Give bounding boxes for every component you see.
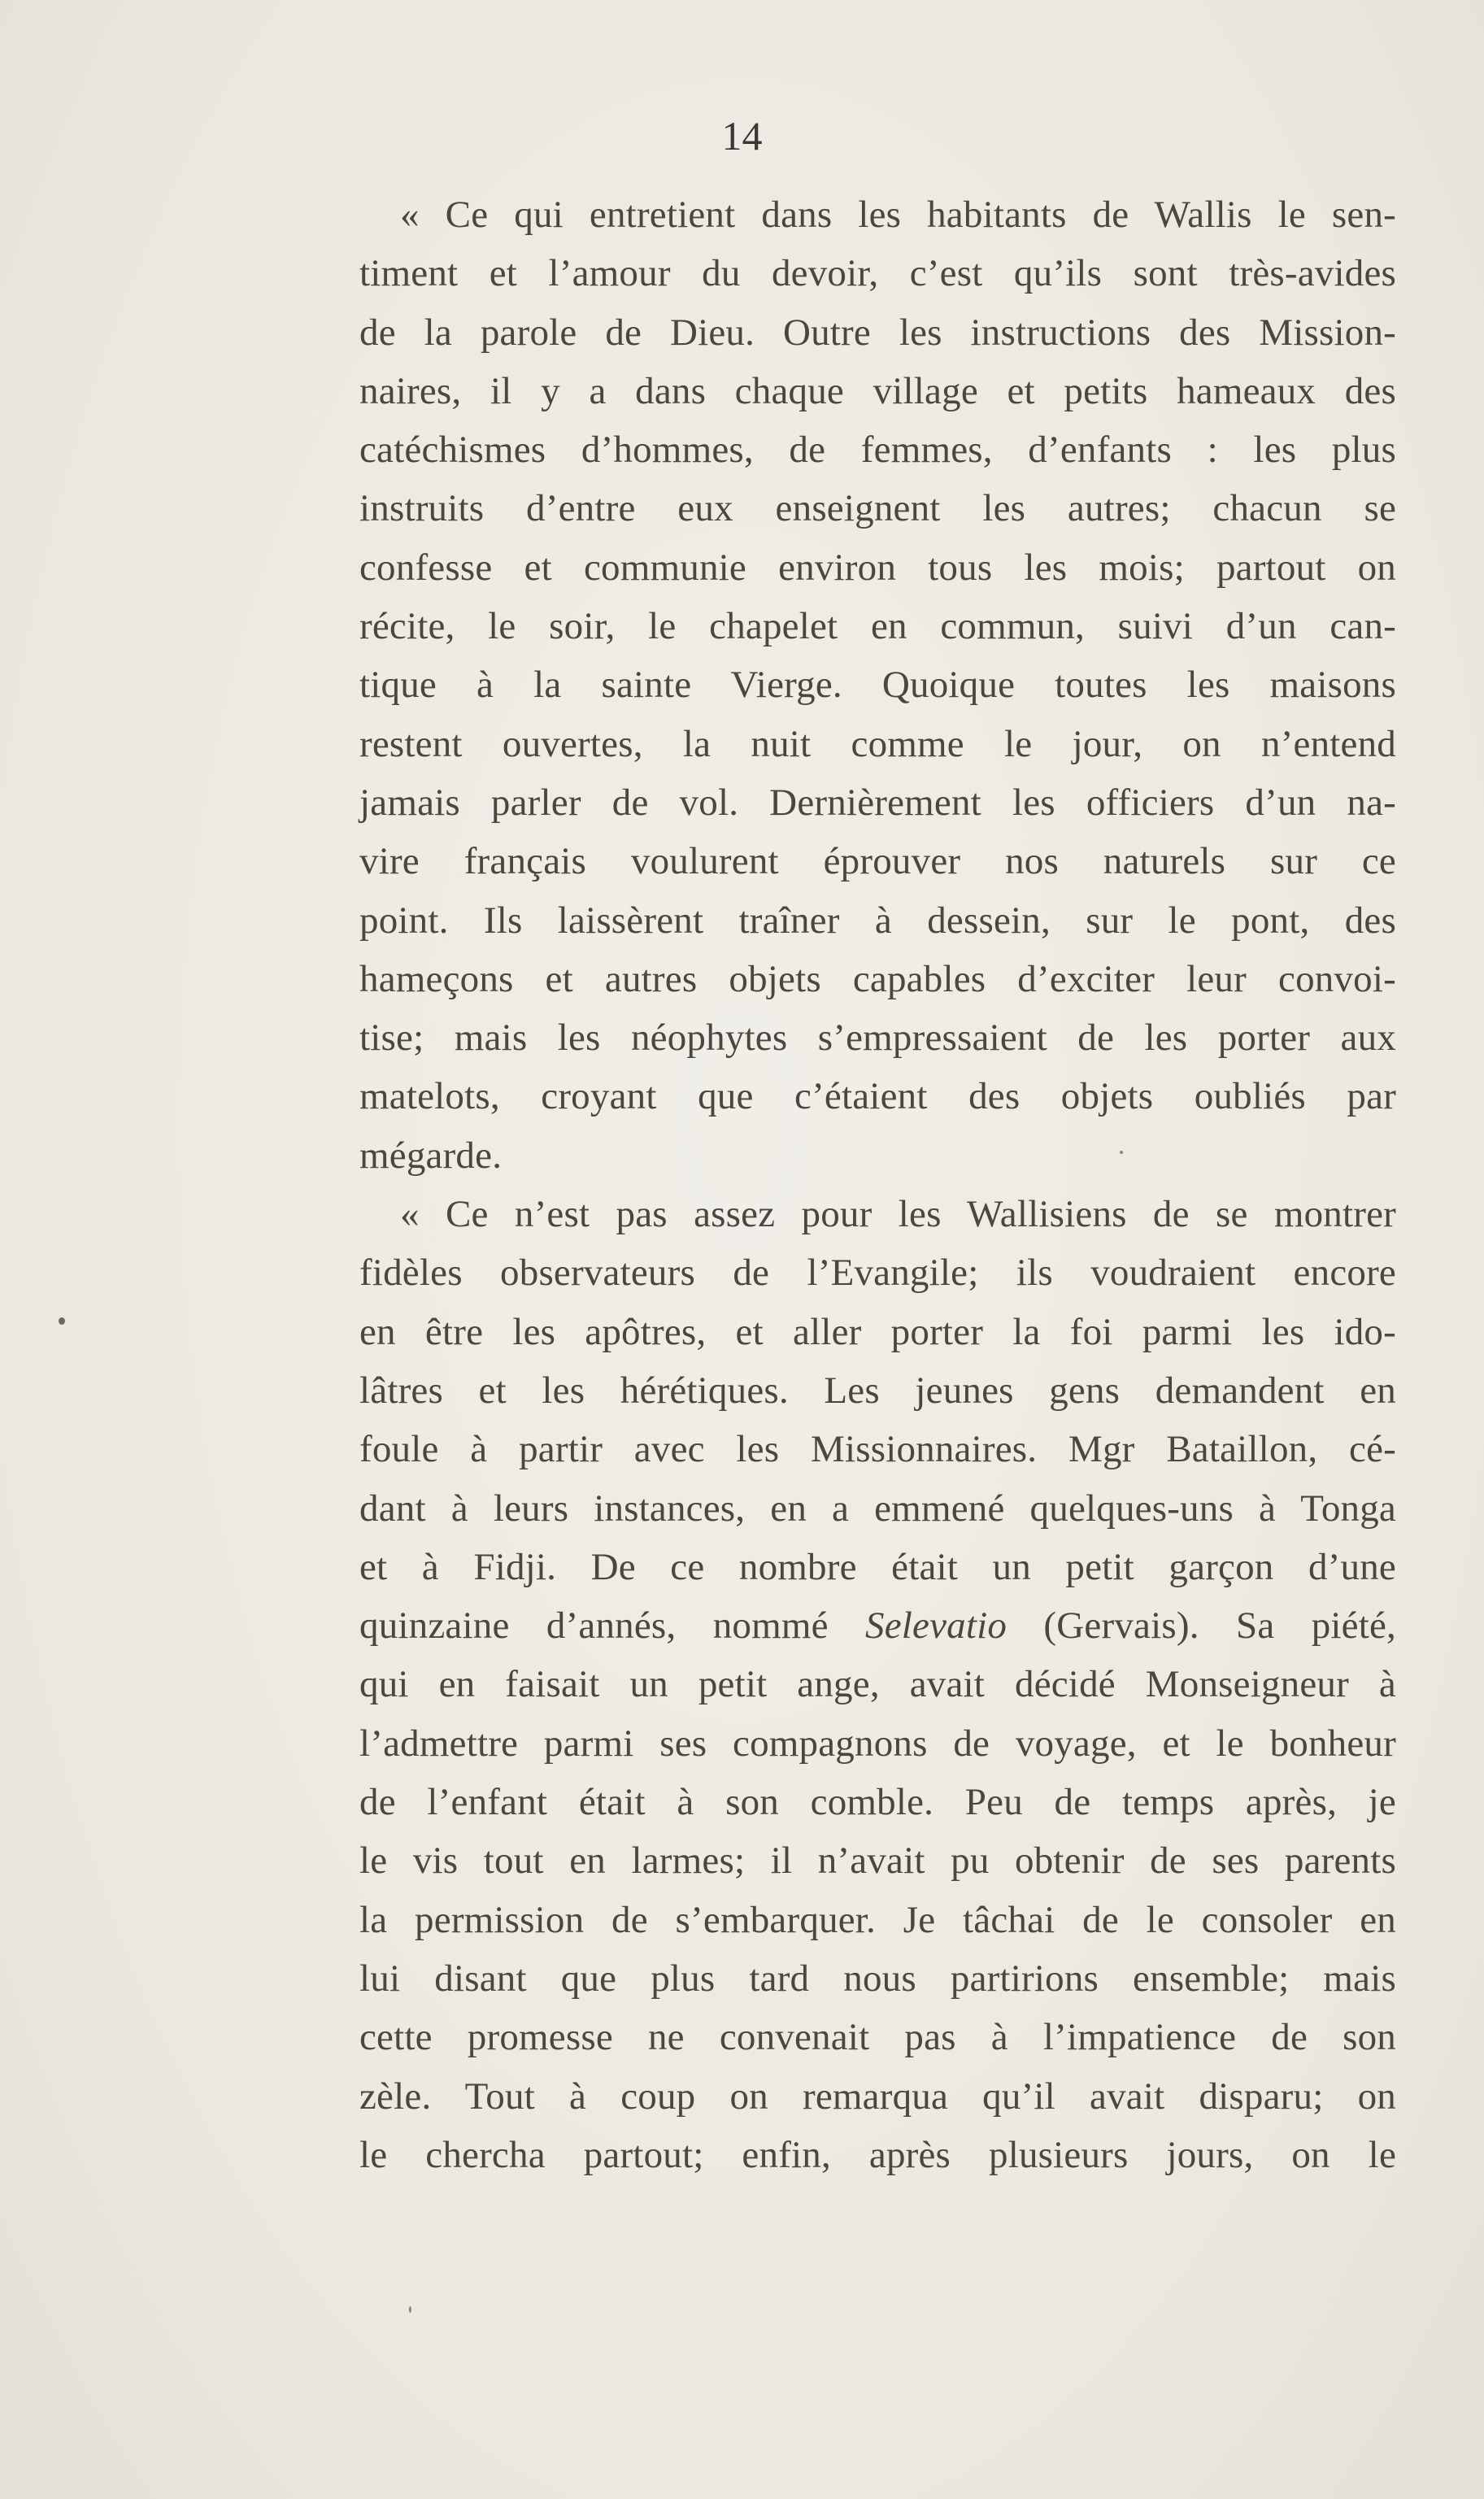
- text-line: et à Fidji. De ce nombre était un petit garçon d’une: [359, 1545, 1396, 1588]
- page-number: 14: [721, 113, 763, 159]
- text-line: fidèles observateurs de l’Evangile; ils voudraient encore: [359, 1252, 1396, 1295]
- text-line: de l’enfant était à son comble. Peu de temps après, je: [359, 1781, 1396, 1824]
- text-line: récite, le soir, le chapelet en commun, suivi d’un can-: [359, 605, 1396, 648]
- text-line: point. Ils laissèrent traîner à dessein, sur le pont, des: [359, 899, 1396, 942]
- text-line: tique à la sainte Vierge. Quoique toutes les maisons: [359, 664, 1396, 707]
- italic-name: Selevatio: [865, 1604, 1007, 1648]
- text-line: confesse et communie environ tous les mois; partout on: [359, 546, 1396, 589]
- text-line: le chercha partout; enfin, après plusieurs jours, on le: [359, 2133, 1396, 2176]
- text-line: de la parole de Dieu. Outre les instructions des Mission-: [359, 311, 1396, 354]
- text-line: instruits d’entre eux enseignent les autres; chacun se: [359, 487, 1396, 530]
- text-line: le vis tout en larmes; il n’avait pu obtenir de ses parents: [359, 1839, 1396, 1883]
- text-line: l’admettre parmi ses compagnons de voyage, et le bonheur: [359, 1722, 1396, 1765]
- text-line: lâtres et les hérétiques. Les jeunes gens demandent en: [359, 1369, 1396, 1412]
- text-line: tise; mais les néophytes s’empressaient de les porter aux: [359, 1017, 1396, 1060]
- text-line: la permission de s’embarquer. Je tâchai de le consoler en: [359, 1898, 1396, 1941]
- text-line: naires, il y a dans chaque village et petits hameaux des: [359, 369, 1396, 412]
- text-line: lui disant que plus tard nous partirions ensemble; mais: [359, 1957, 1396, 2000]
- text-line: en être les apôtres, et aller porter la foi parmi les ido-: [359, 1310, 1396, 1353]
- text-line: restent ouvertes, la nuit comme le jour, on n’entend: [359, 722, 1396, 765]
- text-line-with-italic-name: [359, 1596, 1396, 1655]
- paper-speck: [409, 2306, 411, 2313]
- text-line: catéchismes d’hommes, de femmes, d’enfants : les plus: [359, 429, 1396, 472]
- text-line: « Ce n’est pas assez pour les Wallisiens de se montrer: [400, 1193, 1396, 1236]
- text-line: dant à leurs instances, en a emmené quelques-uns à Tonga: [359, 1487, 1396, 1530]
- text-line: vire français voulurent éprouver nos naturels sur ce: [359, 840, 1396, 883]
- text-segment: (Gervais). Sa piété,: [1043, 1604, 1397, 1648]
- body-text: [359, 185, 1396, 2184]
- text-line: timent et l’amour du devoir, c’est qu’ils sont très-avides: [359, 252, 1396, 295]
- text-line: matelots, croyant que c’étaient des objets oubliés par: [359, 1075, 1396, 1118]
- text-segment: quinzaine d’annés, nommé: [359, 1604, 829, 1648]
- text-line: qui en faisait un petit ange, avait décidé Monseigneur à: [359, 1663, 1396, 1706]
- text-line: zèle. Tout à coup on remarqua qu’il avait disparu; on: [359, 2075, 1396, 2118]
- paper-speck: [59, 1317, 65, 1325]
- text-line: cette promesse ne convenait pas à l’impatience de son: [359, 2016, 1396, 2059]
- text-line: « Ce qui entretient dans les habitants de Wallis le sen-: [400, 194, 1396, 236]
- text-line-paragraph-end: mégarde.: [359, 1134, 503, 1177]
- text-line: jamais parler de vol. Dernièrement les officiers d’un na-: [359, 781, 1396, 824]
- paper-speck: [1120, 1151, 1123, 1154]
- text-line: foule à partir avec les Missionnaires. Mgr Bataillon, cé-: [359, 1428, 1396, 1471]
- text-line: hameçons et autres objets capables d’exciter leur convoi-: [359, 957, 1396, 1000]
